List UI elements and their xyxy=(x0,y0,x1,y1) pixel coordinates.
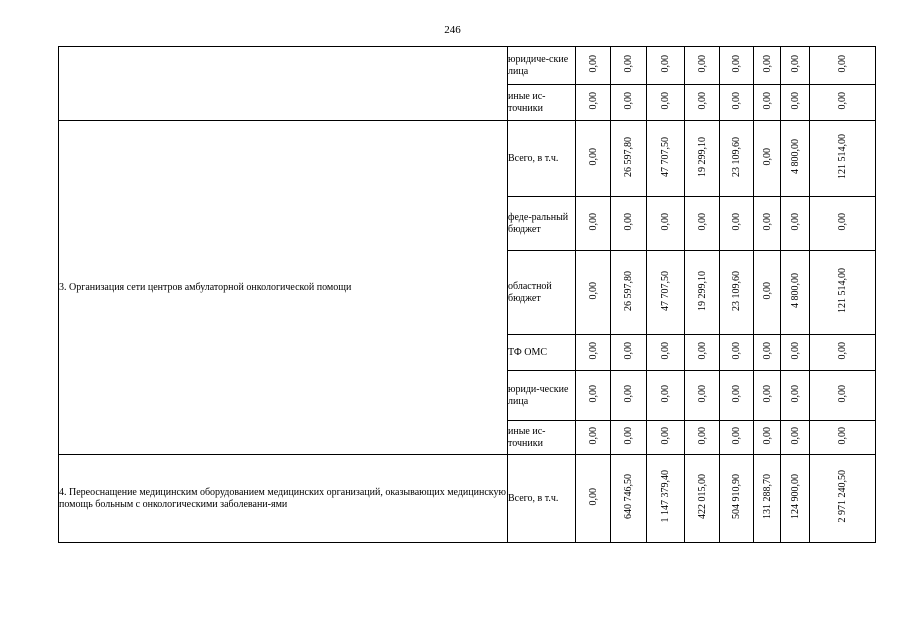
value-text: 0,00 xyxy=(587,384,599,403)
value-cell xyxy=(611,47,647,85)
value-cell xyxy=(754,421,781,455)
value-text: 0,00 xyxy=(789,212,801,231)
value-cell xyxy=(754,371,781,421)
value-text: 0,00 xyxy=(761,54,773,73)
table-row xyxy=(59,47,876,85)
value-cell xyxy=(647,251,685,335)
value-text: 19 299,10 xyxy=(696,136,708,177)
value-cell xyxy=(781,197,810,251)
funding-source-cell: юриди-ческие лица xyxy=(508,371,576,421)
value-cell xyxy=(611,121,647,197)
value-cell xyxy=(754,335,781,371)
value-text: 0,00 xyxy=(837,212,848,231)
value-text: 131 288,70 xyxy=(761,474,773,519)
value-text: 0,00 xyxy=(761,341,773,360)
value-text: 0,00 xyxy=(761,91,773,110)
value-cell xyxy=(781,421,810,455)
value-text: 0,00 xyxy=(837,91,848,110)
value-text: 26 597,80 xyxy=(623,136,634,177)
value-cell xyxy=(576,455,611,543)
value-cell xyxy=(576,421,611,455)
value-cell xyxy=(647,121,685,197)
value-text: 0,00 xyxy=(696,54,708,73)
value-text: 0,00 xyxy=(587,54,599,73)
value-text: 0,00 xyxy=(587,212,599,231)
value-text: 0,00 xyxy=(761,426,773,445)
value-text: 0,00 xyxy=(837,426,848,445)
value-text: 0,00 xyxy=(587,91,599,110)
value-cell xyxy=(810,121,876,197)
value-cell xyxy=(685,121,720,197)
value-cell xyxy=(685,455,720,543)
value-cell xyxy=(611,85,647,121)
value-text: 0,00 xyxy=(587,147,599,166)
value-text: 0,00 xyxy=(731,384,742,403)
value-cell xyxy=(611,455,647,543)
value-cell xyxy=(810,371,876,421)
value-cell xyxy=(576,371,611,421)
value-cell xyxy=(754,197,781,251)
value-cell xyxy=(647,421,685,455)
value-text: 640 746,50 xyxy=(623,474,634,519)
value-text: 4 800,00 xyxy=(789,273,801,308)
activity-cell: 4. Переоснащение медицинским оборудованием медицинских организаций, оказывающих медицинскую помощь больным с онкологическими заболевани-ями xyxy=(59,455,508,543)
value-text: 0,00 xyxy=(731,426,742,445)
value-text: 47 707,50 xyxy=(660,136,671,177)
value-text: 0,00 xyxy=(587,341,599,360)
value-text: 0,00 xyxy=(789,341,801,360)
value-text: 0,00 xyxy=(761,212,773,231)
value-cell xyxy=(720,121,754,197)
value-cell xyxy=(754,121,781,197)
value-text: 0,00 xyxy=(660,341,671,360)
funding-source-cell: Всего, в т.ч. xyxy=(508,455,576,543)
value-cell xyxy=(720,197,754,251)
value-text: 1 147 379,40 xyxy=(660,470,671,523)
page-number: 246 xyxy=(444,24,461,36)
value-text: 0,00 xyxy=(623,91,634,110)
value-text: 0,00 xyxy=(623,384,634,403)
value-text: 0,00 xyxy=(761,384,773,403)
value-cell xyxy=(720,455,754,543)
value-text: 0,00 xyxy=(623,212,634,231)
value-text: 0,00 xyxy=(731,91,742,110)
value-cell xyxy=(720,47,754,85)
value-cell xyxy=(647,371,685,421)
value-cell xyxy=(810,421,876,455)
value-cell xyxy=(576,85,611,121)
value-cell xyxy=(576,251,611,335)
funding-source-cell: феде-ральный бюджет xyxy=(508,197,576,251)
value-cell xyxy=(576,47,611,85)
funding-source-cell: Всего, в т.ч. xyxy=(508,121,576,197)
value-text: 121 514,00 xyxy=(837,268,848,313)
value-cell xyxy=(685,85,720,121)
funding-source-cell: областной бюджет xyxy=(508,251,576,335)
value-text: 0,00 xyxy=(660,212,671,231)
value-cell xyxy=(781,335,810,371)
value-cell xyxy=(781,455,810,543)
value-cell xyxy=(647,197,685,251)
value-text: 0,00 xyxy=(696,212,708,231)
value-cell xyxy=(810,251,876,335)
value-cell xyxy=(647,47,685,85)
value-text: 0,00 xyxy=(660,426,671,445)
value-text: 0,00 xyxy=(837,341,848,360)
value-text: 0,00 xyxy=(696,426,708,445)
value-cell xyxy=(720,421,754,455)
value-cell xyxy=(647,455,685,543)
value-cell xyxy=(781,85,810,121)
value-text: 0,00 xyxy=(660,54,671,73)
value-text: 0,00 xyxy=(731,341,742,360)
value-cell xyxy=(576,335,611,371)
value-cell xyxy=(810,455,876,543)
value-cell xyxy=(720,335,754,371)
value-cell xyxy=(647,85,685,121)
activity-cell xyxy=(59,47,508,121)
value-text: 0,00 xyxy=(761,147,773,166)
value-text: 19 299,10 xyxy=(696,270,708,311)
value-text: 4 800,00 xyxy=(789,139,801,174)
value-text: 2 971 240,50 xyxy=(837,470,848,523)
value-cell xyxy=(754,85,781,121)
value-text: 0,00 xyxy=(623,426,634,445)
value-text: 504 910,90 xyxy=(731,474,742,519)
value-text: 0,00 xyxy=(587,426,599,445)
value-text: 0,00 xyxy=(731,54,742,73)
value-cell xyxy=(685,371,720,421)
activity-cell: 3. Организация сети центров амбулаторной онкологической помощи xyxy=(59,121,508,455)
value-cell xyxy=(781,47,810,85)
value-text: 0,00 xyxy=(761,281,773,300)
value-cell xyxy=(611,371,647,421)
value-cell xyxy=(720,85,754,121)
value-text: 0,00 xyxy=(789,54,801,73)
value-text: 0,00 xyxy=(696,384,708,403)
value-cell xyxy=(781,251,810,335)
value-text: 0,00 xyxy=(731,212,742,231)
funding-source-cell: юридиче-ские лица xyxy=(508,47,576,85)
value-text: 121 514,00 xyxy=(837,134,848,179)
value-text: 0,00 xyxy=(789,426,801,445)
value-cell xyxy=(576,121,611,197)
funding-source-cell: иные ис-точники xyxy=(508,421,576,455)
value-cell xyxy=(754,47,781,85)
value-cell xyxy=(685,421,720,455)
value-cell xyxy=(754,251,781,335)
value-cell xyxy=(685,197,720,251)
value-text: 124 900,00 xyxy=(789,474,801,519)
funding-source-cell: иные ис-точники xyxy=(508,85,576,121)
value-cell xyxy=(810,47,876,85)
value-text: 26 597,80 xyxy=(623,270,634,311)
value-text: 0,00 xyxy=(660,91,671,110)
value-text: 422 015,00 xyxy=(696,474,708,519)
budget-table xyxy=(58,46,876,543)
value-cell xyxy=(810,197,876,251)
value-text: 0,00 xyxy=(587,487,599,506)
table-row xyxy=(59,121,876,197)
value-text: 0,00 xyxy=(789,91,801,110)
value-text: 0,00 xyxy=(587,281,599,300)
value-cell xyxy=(685,335,720,371)
value-text: 0,00 xyxy=(837,54,848,73)
value-text: 23 109,60 xyxy=(731,270,742,311)
value-cell xyxy=(611,421,647,455)
value-text: 0,00 xyxy=(789,384,801,403)
value-text: 47 707,50 xyxy=(660,270,671,311)
value-cell xyxy=(810,335,876,371)
value-cell xyxy=(576,197,611,251)
value-cell xyxy=(720,251,754,335)
value-cell xyxy=(685,47,720,85)
value-text: 0,00 xyxy=(837,384,848,403)
value-text: 0,00 xyxy=(696,91,708,110)
value-text: 0,00 xyxy=(660,384,671,403)
value-text: 0,00 xyxy=(623,341,634,360)
value-cell xyxy=(754,455,781,543)
value-cell xyxy=(685,251,720,335)
value-cell xyxy=(720,371,754,421)
value-cell xyxy=(810,85,876,121)
table-row xyxy=(59,455,876,543)
funding-source-cell: ТФ ОМС xyxy=(508,335,576,371)
value-text: 0,00 xyxy=(696,341,708,360)
value-cell xyxy=(611,251,647,335)
value-cell xyxy=(781,371,810,421)
value-cell xyxy=(611,197,647,251)
value-text: 23 109,60 xyxy=(731,136,742,177)
value-cell xyxy=(781,121,810,197)
value-cell xyxy=(611,335,647,371)
value-text: 0,00 xyxy=(623,54,634,73)
value-cell xyxy=(647,335,685,371)
